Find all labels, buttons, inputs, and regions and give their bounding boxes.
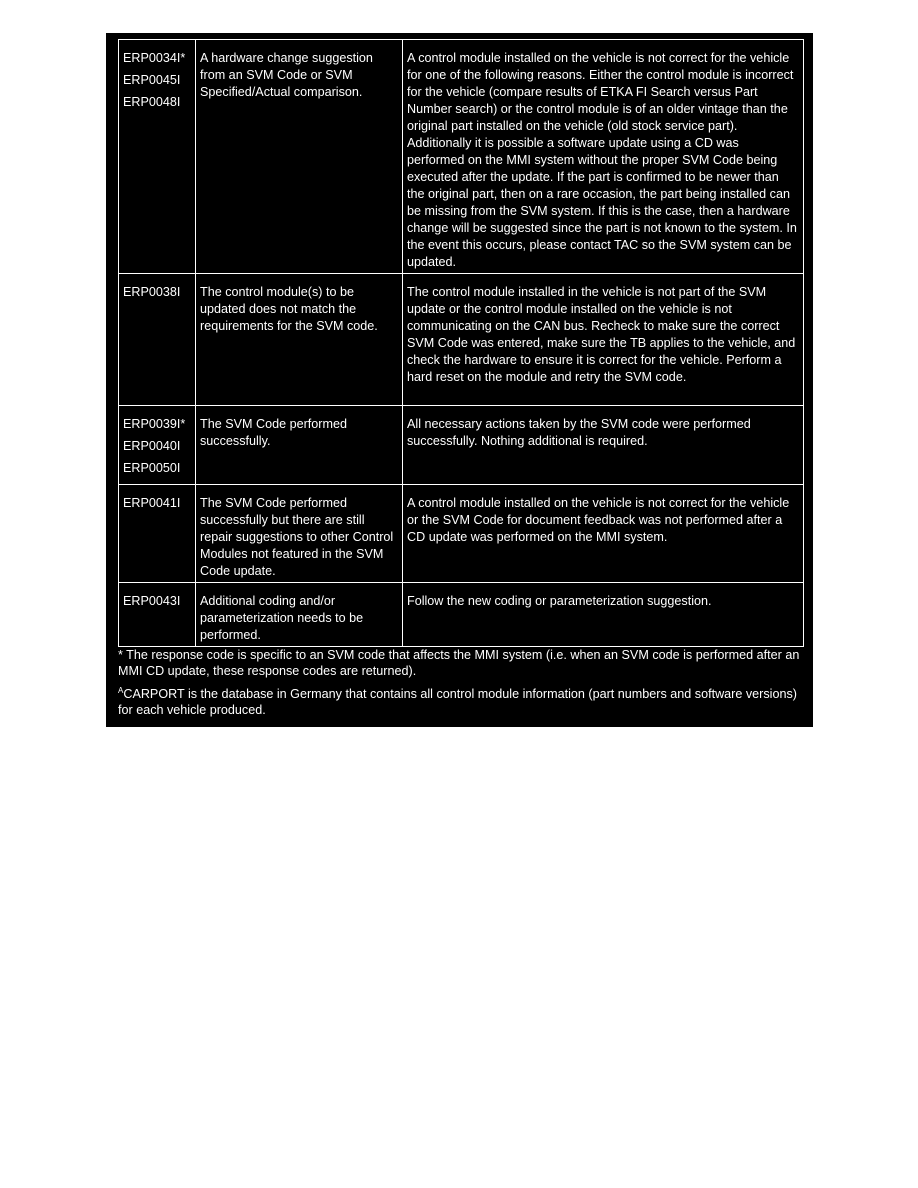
response-code-table — [118, 39, 804, 647]
table-row — [119, 40, 804, 274]
description-cell: The control module(s) to be updated does not match the requirements for the SVM code. — [196, 274, 403, 406]
condition-cell: A control module installed on the vehicle is not correct for the vehicle or the SVM Code for document feedback was not performed after a CD update was performed on the MMI system. — [403, 485, 804, 583]
condition-cell: Follow the new coding or parameterization suggestion. — [403, 583, 804, 647]
code-cell — [119, 274, 196, 406]
description-cell: The SVM Code performed successfully. — [196, 406, 403, 485]
table-row — [119, 583, 804, 647]
table-row — [119, 485, 804, 583]
table-row — [119, 406, 804, 485]
description-cell: The SVM Code performed successfully but there are still repair suggestions to other Control Modules not featured in the SVM Code update. — [196, 485, 403, 583]
response-code: ERP0040I — [123, 439, 181, 453]
code-cell — [119, 40, 196, 274]
carport-footnote — [118, 686, 808, 718]
description-cell: A hardware change suggestion from an SVM Code or SVM Specified/Actual comparison. — [196, 40, 403, 274]
response-code: ERP0045I — [123, 73, 181, 87]
condition-cell: All necessary actions taken by the SVM code were performed successfully. Nothing additional is required. — [403, 406, 804, 485]
footnotes — [118, 647, 808, 725]
response-code: ERP0038I — [123, 285, 181, 299]
response-code: ERP0034I* — [123, 51, 186, 65]
table-row — [119, 274, 804, 406]
asterisk-footnote: * The response code is specific to an SVM code that affects the MMI system (i.e. when an SVM code is performed after an MMI CD update, these response codes are returned). — [118, 648, 800, 678]
code-cell — [119, 583, 196, 647]
description-cell: Additional coding and/or parameterization needs to be performed. — [196, 583, 403, 647]
response-code: ERP0050I — [123, 461, 181, 475]
response-code: ERP0039I* — [123, 417, 186, 431]
response-code: ERP0048I — [123, 95, 181, 109]
response-code: ERP0043I — [123, 594, 181, 608]
footnote-marker: A — [118, 685, 124, 695]
condition-cell: A control module installed on the vehicle is not correct for the vehicle for one of the following reasons. Either the control module is incorrect for the vehicle (compare results of ETKA FI Search versus Part Number search) or the control module is of an older vintage than the original part installed on the vehicle (old stock service part). Additionally it is possible a software update using a CD was performed on the MMI system without the proper SVM Code being executed after the update. If the part is confirmed to be newer than the original part, then on a rare occasion, the part being installed can be missing from the SVM system. If this is the case, then a hardware change will be suggested since the part is not known to the system. In the event this occurs, please contact TAC so the SVM system can be updated. — [403, 40, 804, 274]
document-panel — [106, 33, 813, 727]
code-cell — [119, 485, 196, 583]
carport-footnote-text: CARPORT is the database in Germany that contains all control module information (part numbers and software versions) for each vehicle produced. — [118, 687, 797, 717]
condition-cell: The control module installed in the vehicle is not part of the SVM update or the control module installed on the vehicle is not communicating on the CAN bus. Recheck to make sure the correct SVM Code was entered, make sure the TB applies to the vehicle, and check the hardware to ensure it is correct for the vehicle. Perform a hard reset on the module and retry the SVM code. — [403, 274, 804, 406]
code-cell — [119, 406, 196, 485]
response-code: ERP0041I — [123, 496, 181, 510]
